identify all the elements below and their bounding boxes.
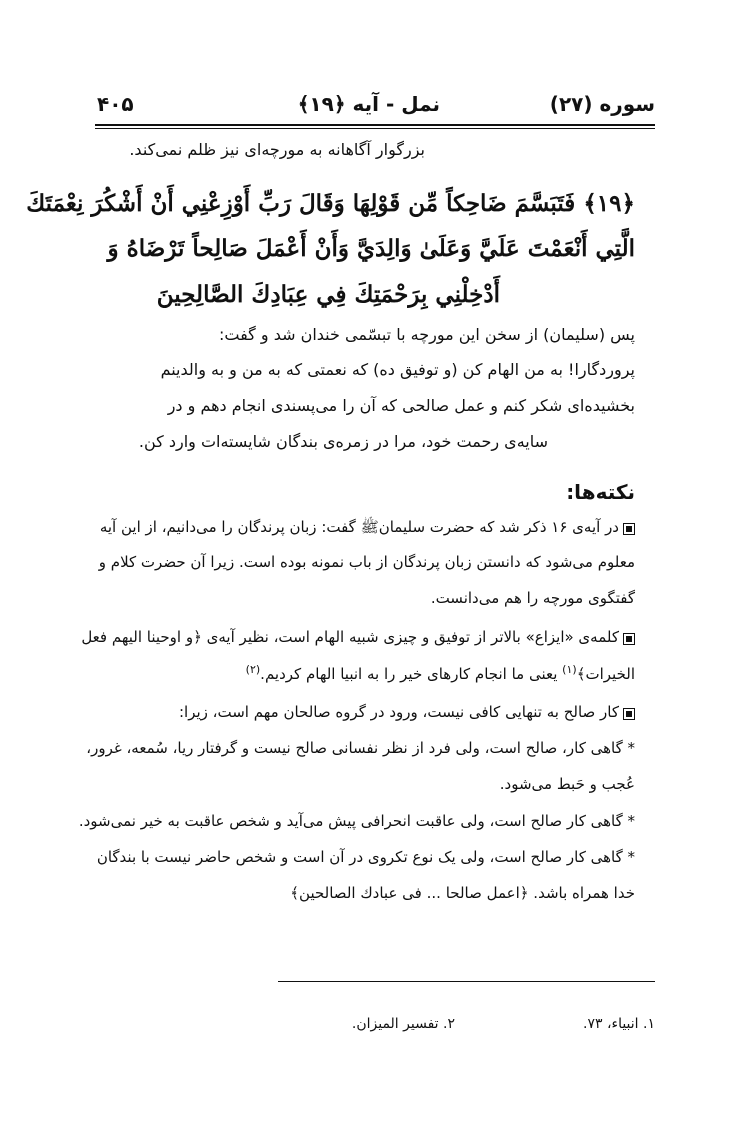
footnote-1: ۱. انبیاء، ۷۳. [583, 1016, 655, 1032]
header-rule [95, 124, 655, 126]
header-rule-secondary [95, 128, 655, 129]
page-header [95, 92, 655, 122]
verse-line-2: الَّتِي أَنْعَمْتَ عَلَيَّ وَعَلَىٰ وَالِدَيَّ وَأَنْ أَعْمَلَ صَالِحاً تَرْضَاهُ وَ [107, 235, 635, 262]
note-line-2: معلوم می‌شود که دانستن زبان پرندگان از باب نمونه بوده است. زیرا آن حضرت کلام و [98, 553, 635, 571]
footnote-2: ۲. تفسیر المیزان. [351, 1016, 455, 1032]
intro-text: بزرگوار آگاهانه به مورچه‌ای نیز ظلم نمی‌کند. [129, 140, 425, 159]
note-line-6 [179, 703, 635, 721]
note-line-7: * گاهی کار، صالح است، ولی فرد از نظر نفسانی صالح نیست و گرفتار ریا، سُمعه، غرور، [86, 739, 635, 757]
translation-line-3: بخشیده‌ای شکر کنم و عمل صالحی که آن را می‌پسندی انجام دهم و در [167, 396, 635, 415]
note-text: کار صالح به تنهایی کافی نیست، ورود در گروه صالحان مهم است، زیرا: [178, 703, 619, 721]
notes-heading: نکته‌ها: [566, 480, 635, 504]
note-line-1 [100, 518, 635, 540]
verse-line-1: ﴿۱۹﴾ فَتَبَسَّمَ ضَاحِكاً مِّن قَوْلِهَا وَقَالَ رَبِّ أَوْزِعْنِي أَنْ أَشْكُرَ نِعْمَتَكَ [26, 190, 635, 217]
translation-line-2: پروردگارا! به من الهام کن (و توفیق ده) که نعمتی که به من و به والدینم [160, 360, 635, 379]
note-text: در آیه‌ی ۱۶ ذکر شد که حضرت سلیمانﷺ گفت: زبان پرندگان را می‌دانیم، از این آیه [99, 518, 619, 536]
note-text: الخیرات﴾ [576, 665, 635, 683]
footnote-ref-1: (۱) [562, 663, 577, 676]
translation-line-4: سایه‌ی رحمت خود، مرا در زمره‌ی بندگان شایسته‌ات وارد کن. [138, 432, 548, 451]
note-line-8: عُجب و حَبط می‌شود. [499, 775, 635, 793]
note-line-9: * گاهی کار صالح است، ولی عاقبت انحرافی پیش می‌آید و شخص عاقبت به خیر نمی‌شود. [78, 812, 635, 830]
page-number: ۴۰۵ [97, 92, 134, 116]
note-bullet-icon [623, 633, 635, 645]
note-line-3: گفتگوی مورچه را هم می‌دانست. [430, 589, 635, 607]
note-bullet-icon [623, 523, 635, 535]
footnote-rule [278, 981, 655, 982]
translation-line-1: پس (سلیمان) از سخن این مورچه با تبسّمی خندان شد و گفت: [218, 325, 635, 344]
note-line-4 [81, 628, 635, 646]
verse-line-3: أَدْخِلْنِي بِرَحْمَتِكَ فِي عِبَادِكَ الصَّالِحِينَ [156, 281, 500, 308]
note-line-11: خدا همراه باشد. ﴿اعمل صالحا ... فی عبادك الصالحین﴾ [290, 884, 635, 902]
note-text: یعنی ما انجام کارهای خیر را به انبیا الهام کردیم. [260, 665, 563, 683]
note-line-10: * گاهی کار صالح است، ولی یک نوع تکروی در آن است و شخص حاضر نیست با بندگان [96, 848, 635, 866]
note-text: کلمه‌ی «ایزاع» بالاتر از توفیق و چیزی شبیه الهام است، نظیر آیه‌ی ﴿و اوحینا الیهم فعل [81, 628, 619, 646]
note-bullet-icon [623, 708, 635, 720]
footnotes [95, 1016, 655, 1040]
footnote-ref-2: (۲) [245, 663, 261, 676]
note-line-5 [246, 663, 635, 683]
page-title: نمل - آیه ﴿۱۹﴾ [297, 92, 440, 116]
surah-label: سوره (۲۷) [549, 92, 655, 116]
